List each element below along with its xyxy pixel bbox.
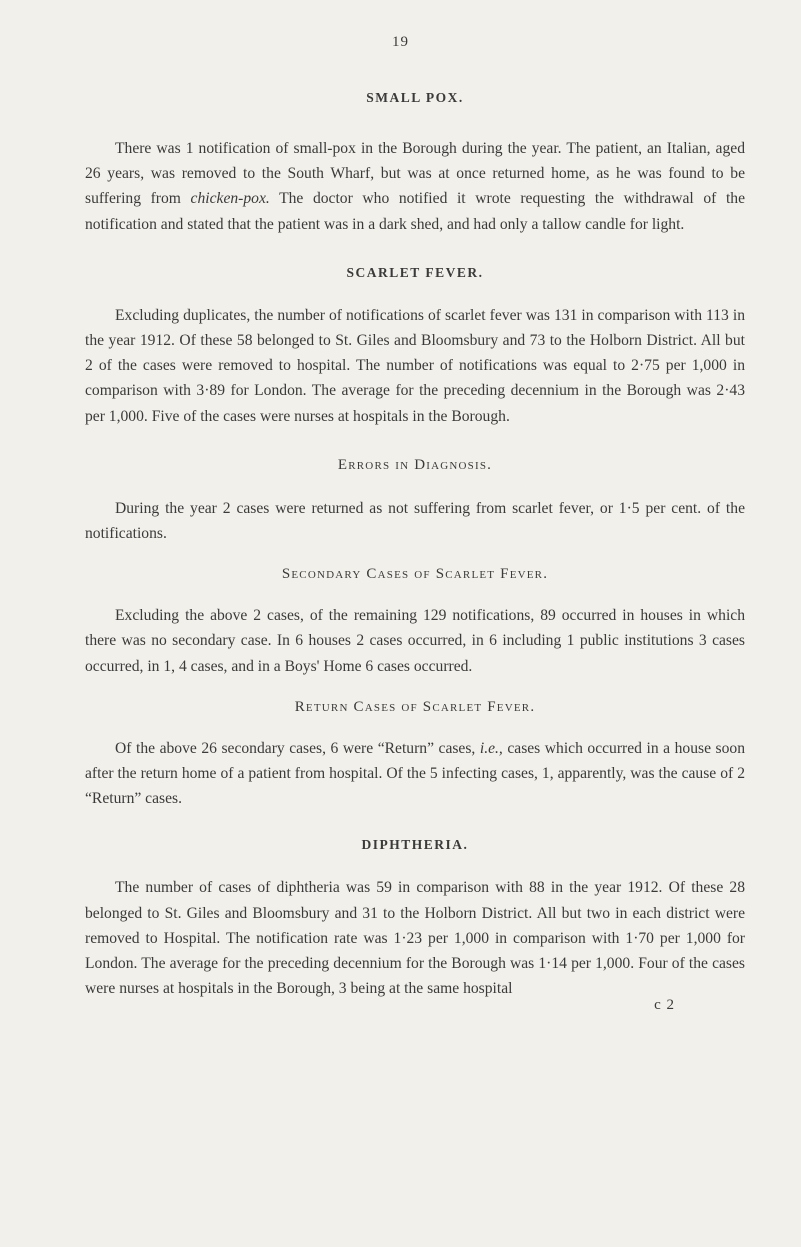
heading-return-cases: Return Cases of Scarlet Fever.	[294, 698, 536, 715]
heading-secondary-cases: Secondary Cases of Scarlet Fever.	[281, 566, 549, 583]
return-cases-text: Of the above 26 secondary cases, 6 were “Return” cases,	[115, 739, 480, 757]
paragraph-scarlet-fever: Excluding duplicates, the number of notifications of scarlet fever was 131 in comparison with 113 in the year 1912. Of these 58 belonged to St. Giles and Bloomsbury and 73 to the Holborn District. All but 2 of the cases were removed to hospital. The number of notifications was equal to 2·75 per 1,000 in comparison with 3·89 for London. The average for the preceding decennium in the Borough was 2·43 per 1,000. Five of the cases were nurses at hospitals in the Borough.	[85, 306, 745, 425]
page-number: 19	[392, 34, 409, 50]
heading-diphtheria: DIPHTHERIA.	[361, 837, 469, 853]
return-cases-text-tail: cases which occurred in a house soon after the return home of a patient from hospital. Of the 5 infecting cases, 1, apparently, was the cause of 2 “Return” cases.	[85, 739, 745, 808]
small-pox-emphasis: chicken-pox.	[190, 190, 270, 208]
paragraph-diphtheria: The number of cases of diphtheria was 59 in comparison with 88 in the year 1912. Of these 28 belonged to St. Giles and Bloomsbury and 31 to the Holborn District. All but two in each district were removed to Hospital. The notification rate was 1·23 per 1,000 in comparison with 1·70 per 1,000 for London. The average for the preceding decennium for the Borough was 1·14 per 1,000. Four of the cases were nurses at hospitals in the Borough, 3 being at the same hospital	[85, 879, 745, 998]
heading-errors-in-diagnosis: Errors in Diagnosis.	[337, 456, 493, 473]
paragraph-secondary-cases: Excluding the above 2 cases, of the remaining 129 notifications, 89 occurred in houses in which there was no secondary case. In 6 houses 2 cases occurred, in 6 including 1 public institutions 3 cases occurred, in 1, 4 cases, and in a Boys' Home 6 cases occurred.	[85, 607, 745, 675]
paragraph-return-cases	[85, 736, 745, 812]
paragraph-errors-in-diagnosis: During the year 2 cases were returned as not suffering from scarlet fever, or 1·5 per cent. of the notifications.	[85, 499, 745, 543]
small-pox-text: There was 1 notification of small-pox in the Borough during the year. The patient, an Italian, aged 26 years, was removed to the South Wharf, but was at once returned home, as he was found to be suffering from	[85, 140, 745, 208]
heading-scarlet-fever: SCARLET FEVER.	[346, 264, 484, 280]
paragraph-small-pox	[85, 136, 745, 237]
page-content	[85, 86, 745, 1014]
small-pox-text-tail: The doctor who notified it wrote requesting the withdrawal of the notification and stated that the patient was in a dark shed, and had only a tallow candle for light.	[85, 190, 745, 233]
heading-small-pox: SMALL POX.	[366, 90, 464, 105]
return-cases-emphasis: i.e.,	[479, 739, 503, 757]
signature-mark: c 2	[654, 997, 675, 1014]
